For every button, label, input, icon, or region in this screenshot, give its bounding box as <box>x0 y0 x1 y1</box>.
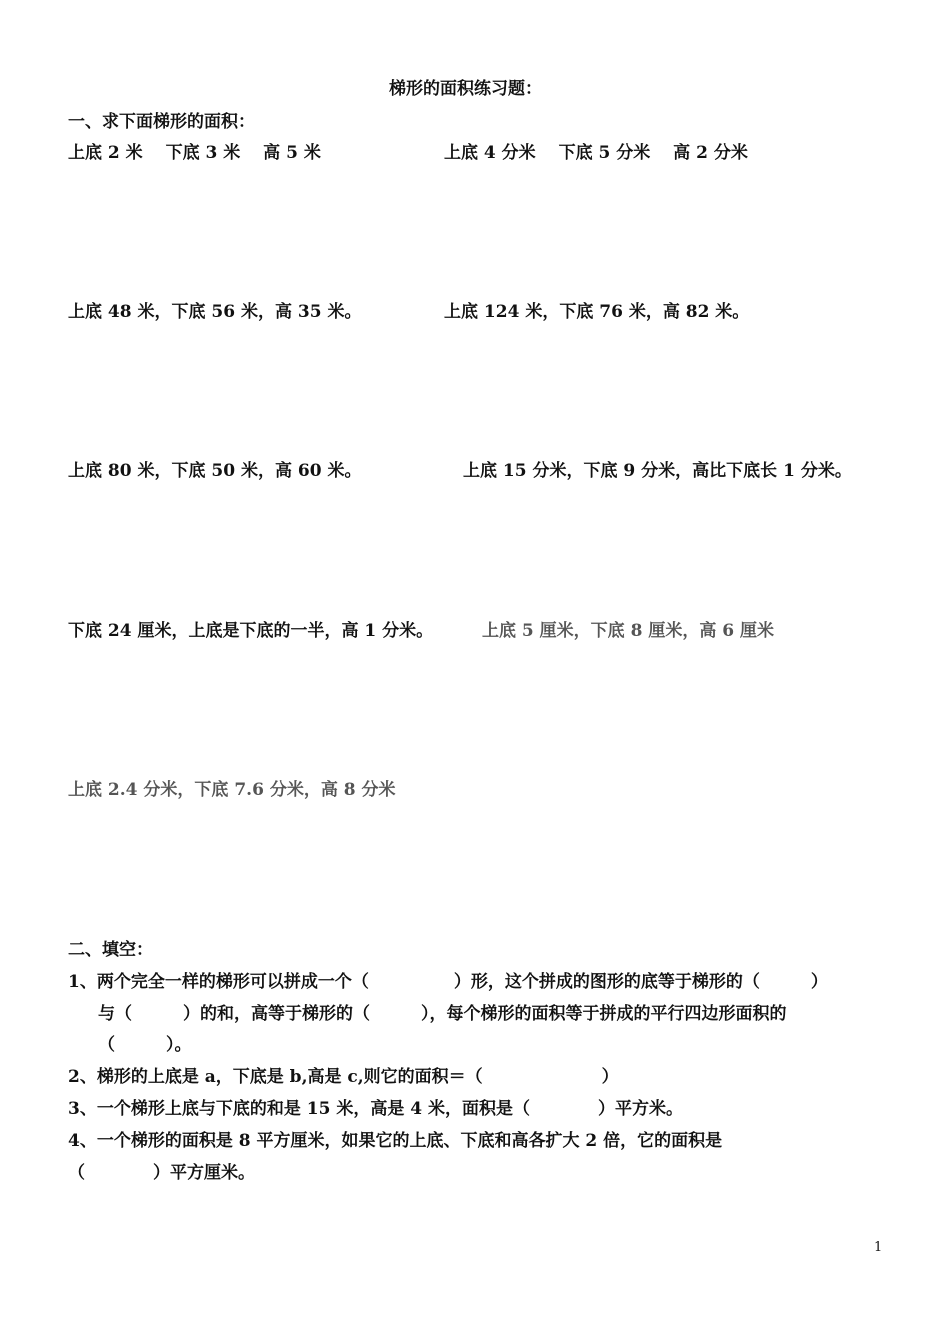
section1-heading: 一、求下面梯形的面积： <box>68 112 255 132</box>
problem-1: 上底 2 米 下底 3 米 高 5 米 <box>68 143 321 163</box>
fill-line-4: 2、梯形的上底是 a，下底是 b,高是 c,则它的面积＝（ ） <box>68 1067 619 1087</box>
problem-3: 上底 48 米，下底 56 米，高 35 米。 <box>68 302 362 322</box>
problem-9: 上底 2.4 分米，下底 7.6 分米，高 8 分米 <box>68 780 396 800</box>
fill-line-3: （ ）。 <box>98 1035 192 1055</box>
problem-5: 上底 80 米，下底 50 米，高 60 米。 <box>68 461 362 481</box>
problem-4: 上底 124 米，下底 76 米，高 82 米。 <box>444 302 750 322</box>
page-number: 1 <box>874 1240 883 1255</box>
problem-7: 下底 24 厘米，上底是下底的一半，高 1 分米。 <box>68 621 434 641</box>
section2-heading: 二、填空： <box>68 940 153 960</box>
problem-6: 上底 15 分米，下底 9 分米，高比下底长 1 分米。 <box>463 461 852 481</box>
fill-line-2: 与（ ）的和，高等于梯形的（ ），每个梯形的面积等于拼成的平行四边形面积的 <box>98 1004 787 1024</box>
problem-8: 上底 5 厘米，下底 8 厘米，高 6 厘米 <box>482 621 774 641</box>
fill-line-5: 3、一个梯形上底与下底的和是 15 米，高是 4 米，面积是（ ）平方米。 <box>68 1099 683 1119</box>
page-title: 梯形的面积练习题： <box>389 79 542 99</box>
fill-line-7: （ ）平方厘米。 <box>68 1163 255 1183</box>
fill-line-6: 4、一个梯形的面积是 8 平方厘米，如果它的上底、下底和高各扩大 2 倍，它的面积是 <box>68 1131 723 1151</box>
fill-line-1: 1、两个完全一样的梯形可以拼成一个（ ）形，这个拼成的图形的底等于梯形的（ ） <box>68 972 828 992</box>
problem-2: 上底 4 分米 下底 5 分米 高 2 分米 <box>444 143 748 163</box>
